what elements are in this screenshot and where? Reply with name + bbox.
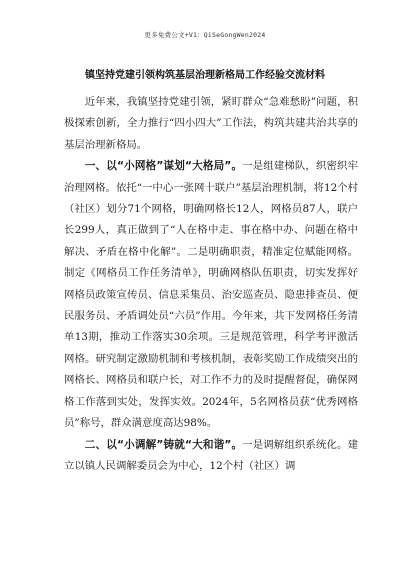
section-1-paragraph — [64, 156, 358, 434]
section-1-heading: 一、以“小网格”谋划“大格局”。 — [84, 160, 243, 173]
document-body — [64, 92, 358, 477]
section-2-text: 一是调解组织系统化。建立以镇人民调解委员会为中心，12个村（社区）调 — [64, 438, 358, 472]
section-2-paragraph — [64, 435, 358, 478]
document-title: 镇坚持党建引领构筑基层治理新格局工作经验交流材料 — [85, 70, 325, 81]
section-1-text: 一是组建梯队，织密织牢治理网格。依托“一中心一张网十联户”基层治理机制，将12个村（社区）划分71个网格，明确网格长12人，网格员87人，联户长299人，真正做到了“人在格中走、事在格中办、问题在格中解决、矛盾在格中化解”。二是明确职责，精准定位赋能网格。制定《网格员工作任务清单》，明确网格队伍职责，切实发挥好网格员政策宣传员、信息采集员、治安巡查员、隐患排查员、便民服务员、矛盾调处员“六员”作用。今年来，共下发网格任务清单13期，推动工作落实30余项。三是规范管理，科学考评激活网格。研究制定激励机制和考核机制，表彰奖励工作成绩突出的网格长、网格员和联户长，对工作不力的及时提醒督促，确保网格工作落到实处，发挥实效。2024年，5名网格员获“优秀网格员”称号，群众满意度高达98%。 — [64, 160, 358, 430]
section-2-heading: 二、以“小调解”铸就“大和谐”。 — [84, 438, 243, 451]
intro-paragraph: 近年来，我镇坚持党建引领，紧盯群众“急难愁盼”问题，积极探索创新，全力推行“四小四大”工作法，构筑共建共治共享的基层治理新格局。 — [64, 96, 358, 151]
promo-banner: 更多免费公文+V1：QiSeGongWen2024 — [144, 31, 266, 39]
